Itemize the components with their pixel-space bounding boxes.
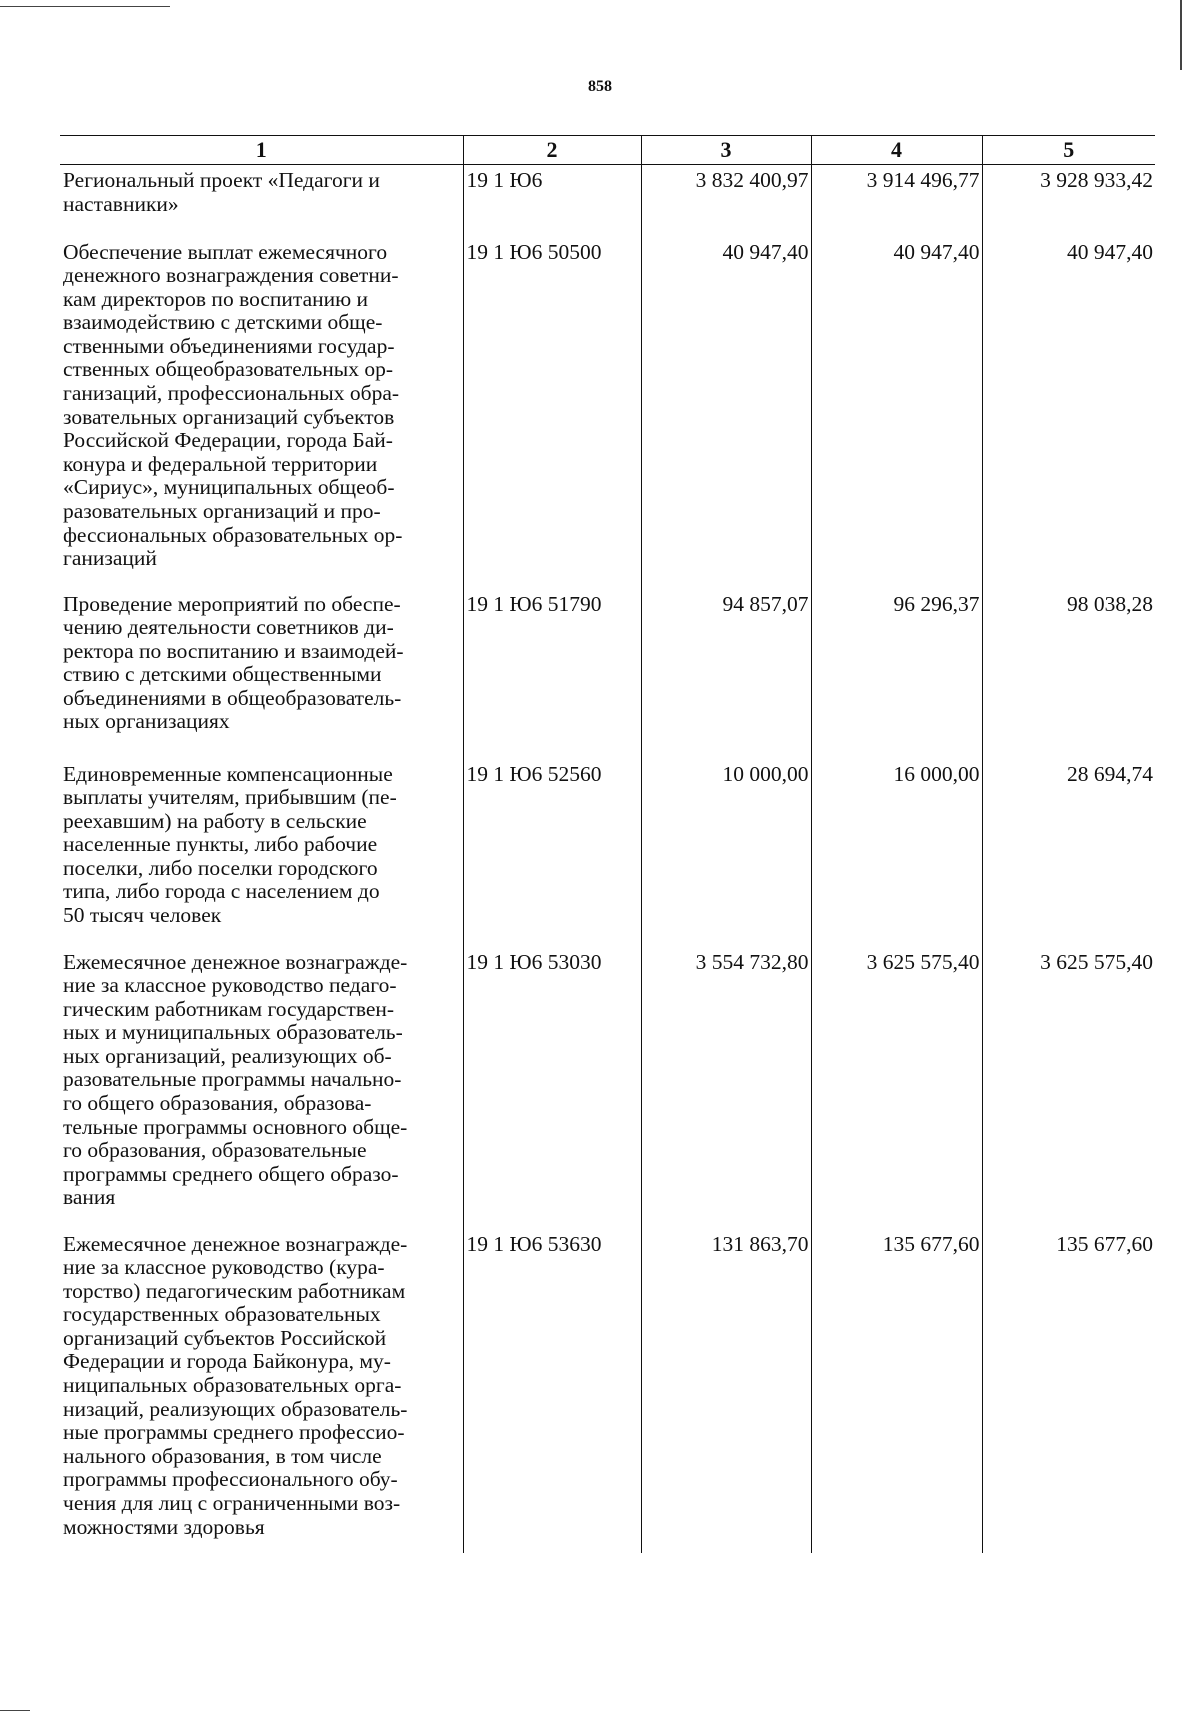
row-value-5: 3 625 575,40 bbox=[982, 947, 1155, 1229]
column-header-1: 1 bbox=[60, 136, 463, 165]
row-value-3: 3 832 400,97 bbox=[641, 165, 811, 237]
row-value-3: 40 947,40 bbox=[641, 237, 811, 589]
row-code: 19 1 Ю6 53630 bbox=[463, 1229, 641, 1553]
row-name: Ежемесячное денежное вознагражде- ние за классное руководство педаго- гическим работникам государствен- ных и муниципальных образователь- ных организаций, реализующих об- разовательные программы начально- го общего образования, образова- тельные программы основного обще- го образования, образовательные программы среднего общего образо- вания bbox=[63, 949, 408, 1210]
column-header-5: 5 bbox=[982, 136, 1155, 165]
row-name: Единовременные компенсационные выплаты учителям, прибывшим (пе- реехавшим) на работу в сельские населенные пункты, либо рабочие поселки, либо поселки городского типа, либо города с населением до 50 тысяч человек bbox=[63, 761, 397, 928]
row-code: 19 1 Ю6 51790 bbox=[463, 589, 641, 759]
row-value-5: 98 038,28 bbox=[982, 589, 1155, 759]
table-row bbox=[60, 759, 1155, 947]
row-name: Региональный проект «Педагоги и наставники» bbox=[63, 168, 380, 216]
row-code: 19 1 Ю6 50500 bbox=[463, 237, 641, 589]
column-header-4: 4 bbox=[811, 136, 982, 165]
row-code: 19 1 Ю6 52560 bbox=[463, 759, 641, 947]
row-value-3: 131 863,70 bbox=[641, 1229, 811, 1553]
row-value-3: 3 554 732,80 bbox=[641, 947, 811, 1229]
row-value-4: 96 296,37 bbox=[811, 589, 982, 759]
row-value-4: 40 947,40 bbox=[811, 237, 982, 589]
row-value-4: 3 914 496,77 bbox=[811, 165, 982, 237]
row-value-4: 16 000,00 bbox=[811, 759, 982, 947]
table-row bbox=[60, 1229, 1155, 1553]
page-number: 858 bbox=[588, 78, 612, 95]
table-row bbox=[60, 947, 1155, 1229]
table-row bbox=[60, 237, 1155, 589]
row-name: Проведение мероприятий по обеспе- чению деятельности советников ди- ректора по воспитанию и взаимодей- ствию с детскими общественными объединениями в общеобразователь- ных организациях bbox=[63, 591, 404, 734]
row-name: Ежемесячное денежное вознагражде- ние за классное руководство (кура- торство) педагогическим работникам государственных образовательных организаций субъектов Российской Федерации и города Байконура, му- ниципальных образовательных орга- низаций, реализующих образователь- ные программы среднего профессио- нального образования, в том числе программы профессионального обу- чения для лиц с ограниченными воз- можностями здоровья bbox=[63, 1231, 408, 1539]
row-value-5: 3 928 933,42 bbox=[982, 165, 1155, 237]
row-code: 19 1 Ю6 bbox=[463, 165, 641, 237]
table-row bbox=[60, 589, 1155, 759]
budget-table bbox=[60, 135, 1155, 1553]
row-value-3: 10 000,00 bbox=[641, 759, 811, 947]
scan-mark-bottom-left bbox=[0, 1710, 30, 1711]
column-header-2: 2 bbox=[463, 136, 641, 165]
column-header-3: 3 bbox=[641, 136, 811, 165]
table-row bbox=[60, 165, 1155, 237]
row-value-5: 28 694,74 bbox=[982, 759, 1155, 947]
row-value-3: 94 857,07 bbox=[641, 589, 811, 759]
row-name: Обеспечение выплат ежемесячного денежного вознаграждения советни- кам директоров по воспитанию и взаимодействию с детскими обще- ственными объединениями государ- ственных общеобразовательных ор- ганизаций, профессиональных обра- зовательных организаций субъектов Российской Федерации, города Бай- конура и федеральной территории «Сириус», муниципальных общеоб- разовательных организаций и про- фессиональных образовательных ор- ганизаций bbox=[63, 239, 403, 571]
row-value-5: 135 677,60 bbox=[982, 1229, 1155, 1553]
row-value-4: 135 677,60 bbox=[811, 1229, 982, 1553]
row-code: 19 1 Ю6 53030 bbox=[463, 947, 641, 1229]
row-value-5: 40 947,40 bbox=[982, 237, 1155, 589]
table-header-row bbox=[60, 136, 1155, 165]
row-value-4: 3 625 575,40 bbox=[811, 947, 982, 1229]
scan-mark-top-left bbox=[0, 6, 170, 7]
scan-mark-top-right bbox=[1180, 0, 1182, 70]
